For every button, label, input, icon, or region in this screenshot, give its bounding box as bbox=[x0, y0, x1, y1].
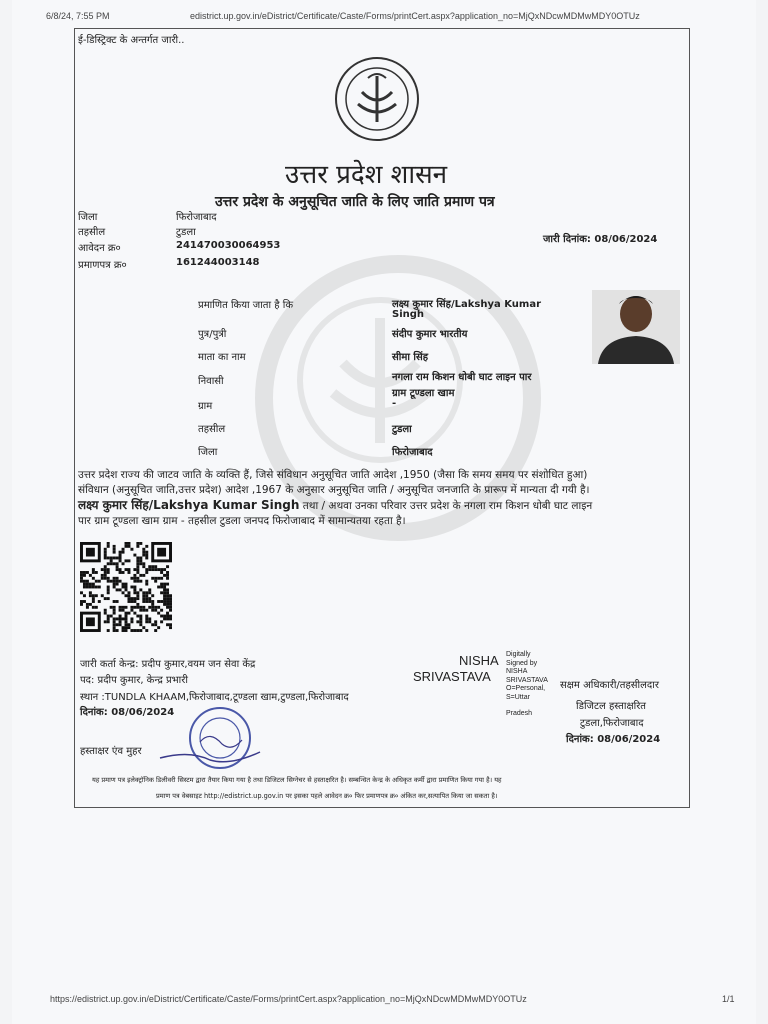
signature-label: हस्ताक्षर एंव मुहर bbox=[80, 746, 142, 757]
resident-value: नगला राम किशन धोबी घाट लाइन पार bbox=[392, 372, 532, 383]
tehsil-detail-value: टुडला bbox=[392, 424, 412, 435]
parent-value: संदीप कुमार भारतीय bbox=[392, 329, 468, 340]
digital-signature-info bbox=[506, 651, 548, 719]
paragraph-line-2: संविधान (अनुसूचित जाति,उत्तर प्रदेश) आदेश ,1967 के अनुसार अनुसूचित जाति / अनुसूचित जनजाति के प्रारूप में मान्यता दी गयी है। bbox=[78, 484, 590, 496]
certificate-number-value: 161244003148 bbox=[176, 257, 260, 268]
verification-note-line-1: यह प्रमाण पत्र इलेक्ट्रॉनिक डिलीवरी सिस्टम द्वारा तैयार किया गया है तथा डिजिटल सिग्नेचर से हस्ताक्षरित है। सम्बन्धित केन्द्र के अधिकृत कर्मी द्वारा प्रमाणित किया गया है। यह bbox=[92, 776, 502, 784]
up-government-seal-icon bbox=[334, 56, 420, 142]
authority-location: टुडला,फिरोजाबाद bbox=[580, 718, 644, 729]
sig-info-line: Digitally bbox=[506, 651, 531, 658]
tehsil-value: टुडला bbox=[176, 227, 196, 238]
certificate-number-label: प्रमाणपत्र क्र० bbox=[78, 260, 127, 271]
print-page-number: 1/1 bbox=[722, 994, 735, 1004]
resident-label: निवासी bbox=[198, 376, 224, 387]
qr-code bbox=[80, 542, 172, 632]
print-url-bottom: https://edistrict.up.gov.in/eDistrict/Certificate/Caste/Forms/printCert.aspx?application_no=MjQxNDcwMDMwMDY0OTUz bbox=[50, 994, 527, 1004]
district-value: फिरोजाबाद bbox=[176, 212, 217, 223]
name-value: लक्ष्य कुमार सिंह/Lakshya Kumar bbox=[392, 299, 542, 310]
authority-digital-signed: डिजिटल हस्ताक्षरित bbox=[576, 701, 646, 712]
round-stamp-icon bbox=[150, 700, 266, 770]
authority-date: दिनांक: 08/06/2024 bbox=[566, 734, 661, 745]
sig-info-line: SRIVASTAVA bbox=[506, 676, 548, 684]
official-stamp bbox=[150, 700, 266, 770]
district-detail-label: जिला bbox=[198, 447, 218, 458]
print-url-top: edistrict.up.gov.in/eDistrict/Certificate/Caste/Forms/printCert.aspx?application_no=MjQxNDcwMDMwMDY0OTUz bbox=[190, 11, 640, 21]
mother-label: माता का नाम bbox=[198, 352, 246, 363]
mother-value: सीमा सिंह bbox=[392, 352, 429, 363]
qr-code-icon bbox=[80, 542, 172, 632]
village-label: ग्राम bbox=[198, 401, 213, 412]
district-label: जिला bbox=[78, 212, 98, 223]
paragraph-name: लक्ष्य कुमार सिंह/Lakshya Kumar Singh bbox=[78, 498, 300, 512]
issuer-designation: पद: प्रदीप कुमार, केन्द्र प्रभारी bbox=[80, 675, 188, 686]
issuer-center: जारी कर्ता केन्द्र: प्रदीप कुमार,वयम जन सेवा केंद्र bbox=[80, 659, 256, 670]
tehsil-label: तहसील bbox=[78, 227, 106, 238]
sig-info-line: NISHA bbox=[506, 668, 528, 675]
application-number-value: 241470030064953 bbox=[176, 240, 281, 251]
paragraph-line-1: उत्तर प्रदेश राज्य की जाटव जाति के व्यक्ति हैं, जिसे संविधान अनुसूचित जाति आदेश ,1950 (जैसा कि समय समय पर संशोधित हुआ) bbox=[78, 469, 588, 481]
application-number-label: आवेदन क्र० bbox=[78, 243, 121, 254]
sig-info-line: O=Personal, bbox=[506, 685, 546, 692]
sig-info-line: S=Uttar bbox=[506, 693, 530, 701]
issuer-date: दिनांक: 08/06/2024 bbox=[80, 707, 175, 718]
district-detail-value: फिरोजाबाद bbox=[392, 447, 433, 458]
certification-paragraph bbox=[78, 468, 678, 529]
resident-value-continued: ग्राम टूण्डला खाम bbox=[392, 388, 455, 399]
certificate-subtitle: उत्तर प्रदेश के अनुसूचित जाति के लिए जाति प्रमाण पत्र bbox=[215, 194, 495, 210]
applicant-photo bbox=[592, 290, 680, 364]
sig-info-line: Signed by bbox=[506, 659, 538, 667]
certified-label: प्रमाणित किया जाता है कि bbox=[198, 300, 294, 311]
parent-label: पुत्र/पुत्री bbox=[198, 329, 227, 340]
issue-date: जारी दिनांक: 08/06/2024 bbox=[543, 234, 658, 245]
print-datetime: 6/8/24, 7:55 PM bbox=[46, 11, 110, 21]
digital-signer-name-1: NISHA bbox=[459, 653, 499, 668]
verification-note-line-2: प्रमाण पत्र वेबसाइट http://edistrict.up.gov.in पर इसका पहले आवेदन क्र० फिर प्रमाणपत्र क्र० अंकित कर,सत्यापित किया जा सकता है। bbox=[156, 792, 498, 800]
issuer-place: स्थान :TUNDLA KHAAM,फिरोजाबाद,टूण्डला खाम,टुण्डला,फिरोजाबाद bbox=[80, 692, 349, 703]
digital-signer-name-2: SRIVASTAVA bbox=[413, 669, 491, 684]
name-value-continued: Singh bbox=[392, 309, 425, 320]
up-emblem bbox=[334, 56, 420, 142]
certificate-title: उत्तर प्रदेश शासन bbox=[285, 160, 448, 190]
village-value: - bbox=[392, 398, 397, 409]
paragraph-line-3-rest: तथा / अथवा उनका परिवार उत्तर प्रदेश के नगला राम किशन धोबी घाट लाइन bbox=[299, 500, 593, 512]
paragraph-line-4: पार ग्राम टूण्डला खाम ग्राम - तहसील टुडला जनपद फिरोजाबाद में सामान्यतया रहता है। bbox=[78, 515, 406, 527]
header-note: ई-डिस्ट्रिक्ट के अन्तर्गत जारी.. bbox=[78, 35, 185, 46]
sig-info-line: Pradesh bbox=[506, 710, 533, 717]
authority-title: सक्षम अधिकारी/तहसीलदार bbox=[560, 680, 659, 691]
tehsil-detail-label: तहसील bbox=[198, 424, 226, 435]
person-photo-icon bbox=[592, 290, 680, 364]
paragraph-line-3 bbox=[78, 498, 678, 514]
